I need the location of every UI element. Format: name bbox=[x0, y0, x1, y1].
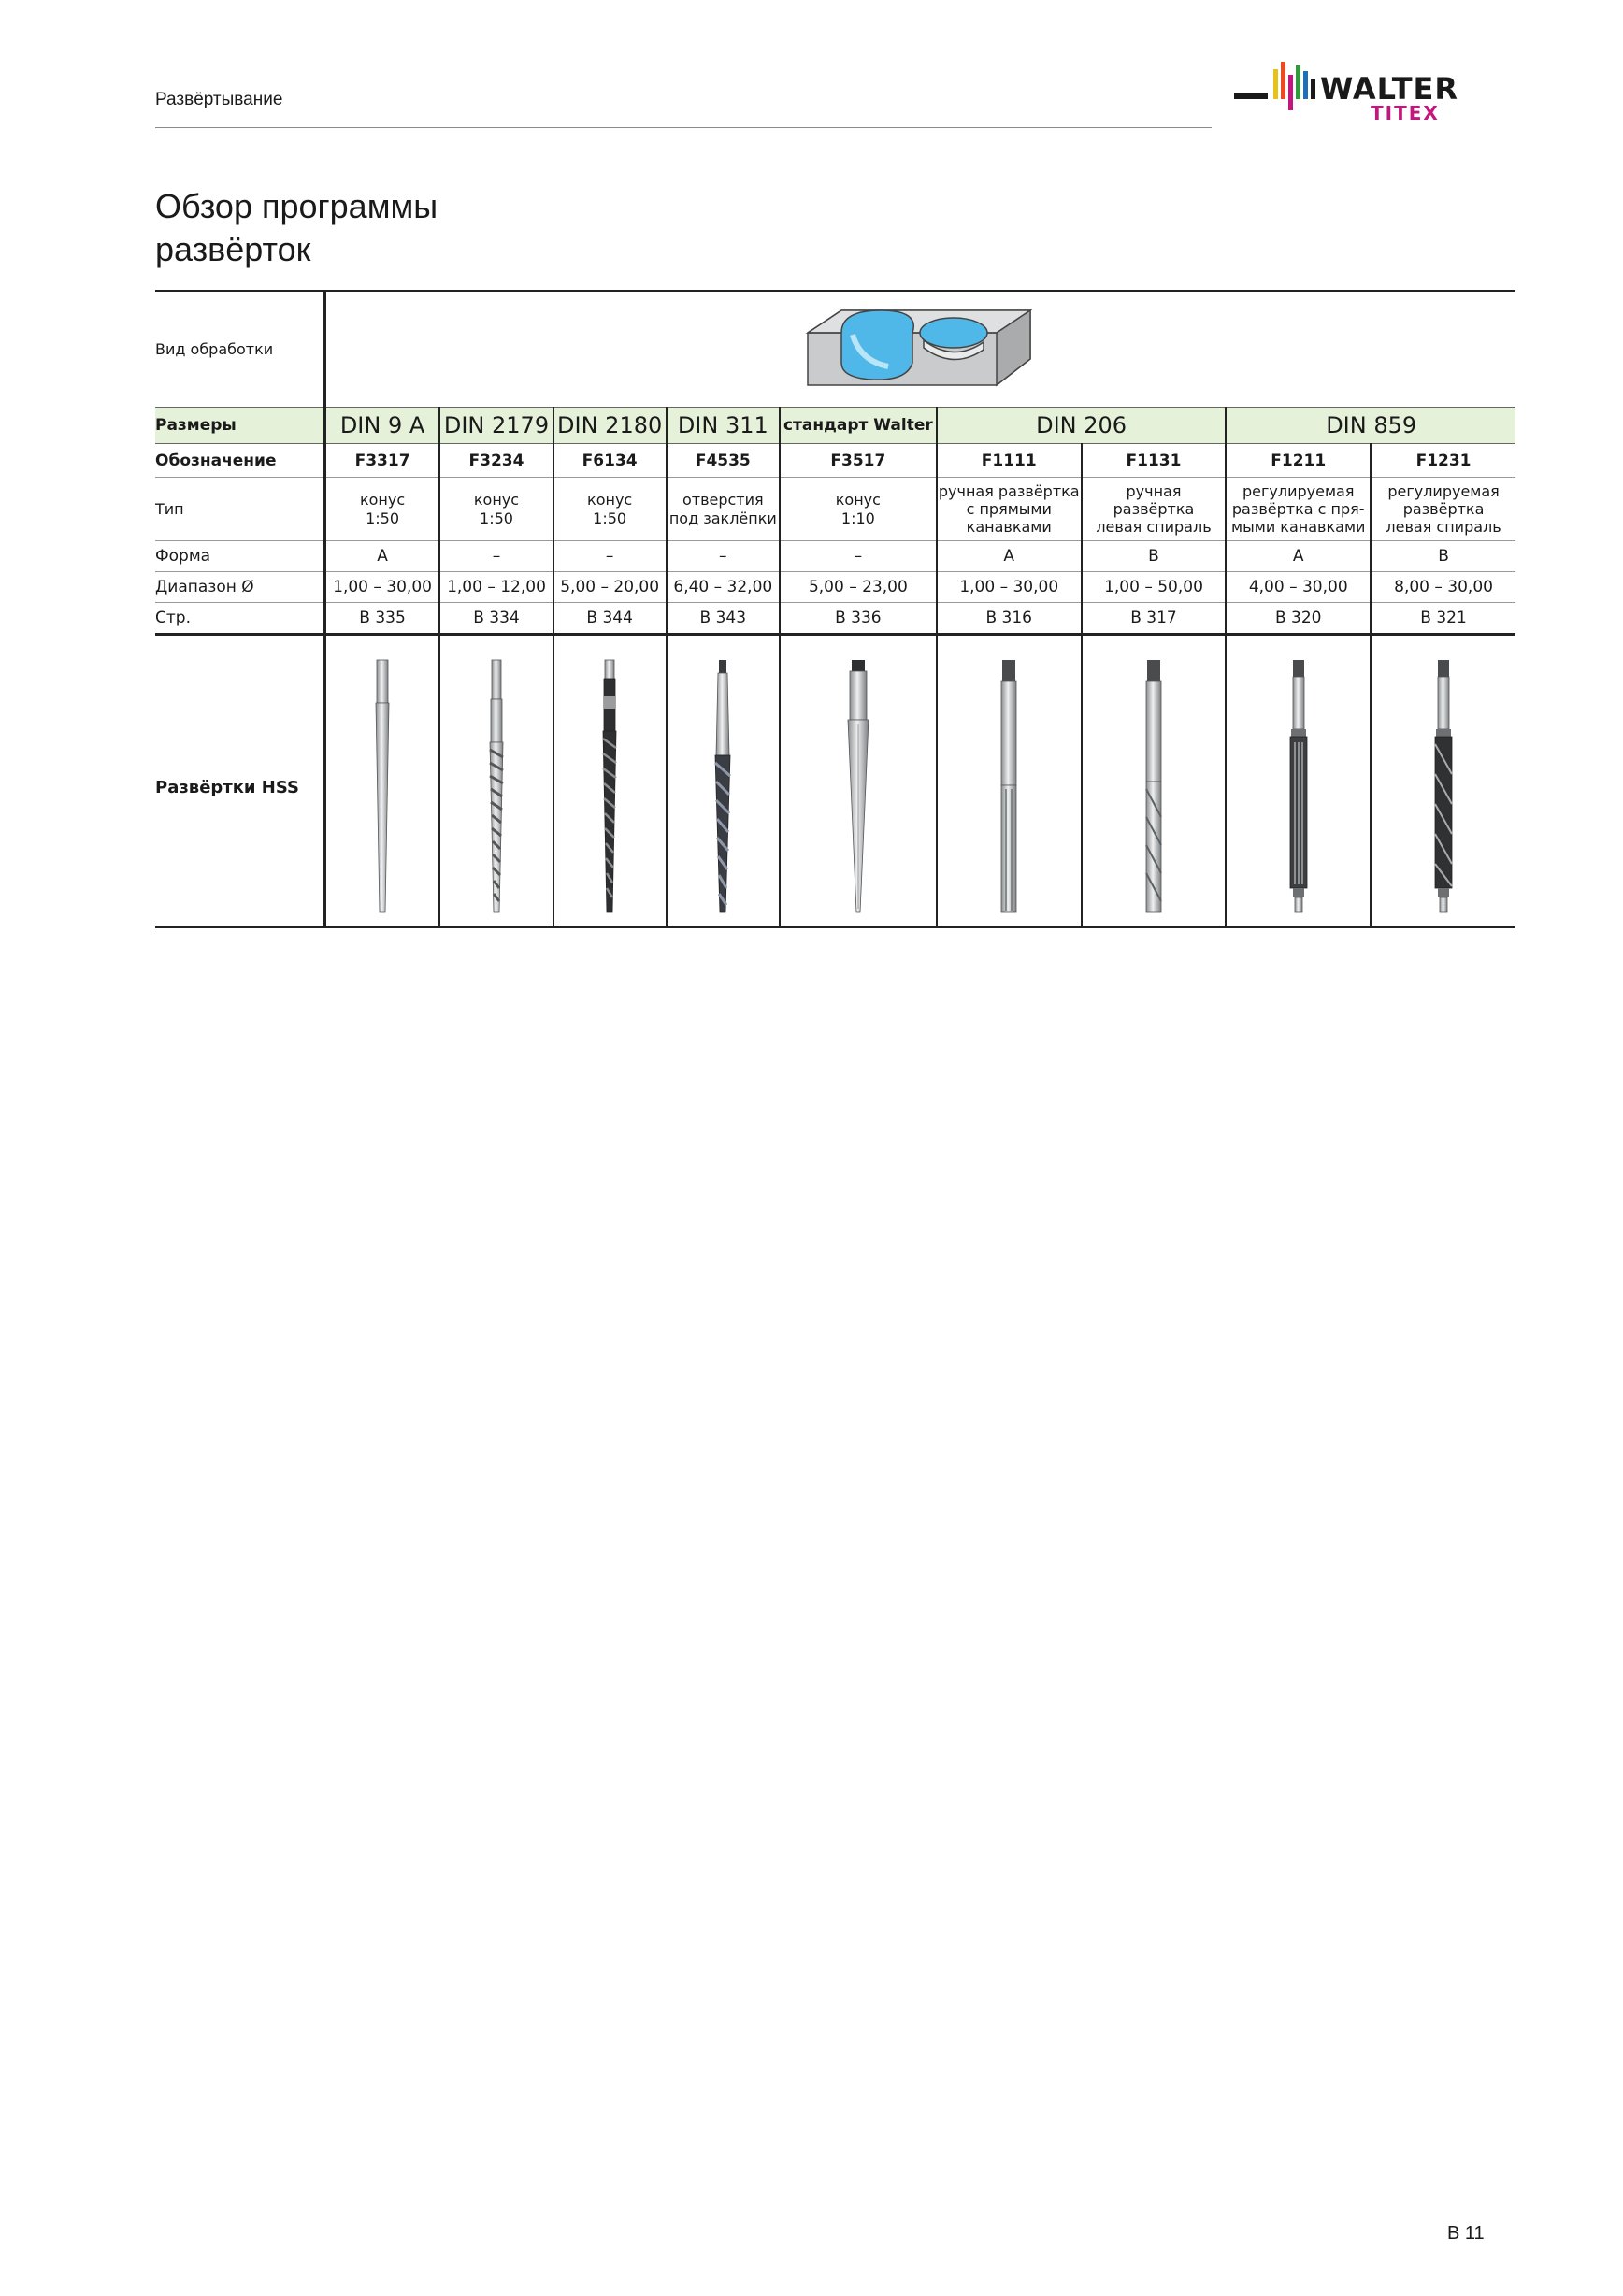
rivet-hole-reamer-icon bbox=[704, 658, 741, 915]
page-ref-link[interactable]: B 317 bbox=[1082, 603, 1227, 635]
header-rule bbox=[155, 127, 1212, 128]
type-cell: отверстия под заклёпки bbox=[667, 478, 780, 541]
page-ref-link[interactable]: B 334 bbox=[439, 603, 553, 635]
form-cell: B bbox=[1082, 541, 1227, 572]
row-machining bbox=[155, 291, 1515, 408]
standard-walter: стандарт Walter bbox=[780, 408, 937, 444]
designation-cell: F3317 bbox=[324, 444, 439, 478]
section-title: Развёртывание bbox=[155, 90, 283, 109]
row-label-designation: Обозначение bbox=[155, 444, 324, 478]
page-ref-link[interactable]: B 335 bbox=[324, 603, 439, 635]
tool-image-cell bbox=[1226, 635, 1371, 928]
form-cell: – bbox=[667, 541, 780, 572]
type-cell: конус 1:50 bbox=[324, 478, 439, 541]
page-number: B 11 bbox=[1447, 2223, 1485, 2244]
designation-cell: F1111 bbox=[937, 444, 1082, 478]
designation-cell: F1211 bbox=[1226, 444, 1371, 478]
row-type bbox=[155, 478, 1515, 541]
row-designation bbox=[155, 444, 1515, 478]
svg-text:TITEX: TITEX bbox=[1371, 102, 1440, 124]
page-ref-link[interactable]: B 343 bbox=[667, 603, 780, 635]
tool-image-cell bbox=[1082, 635, 1227, 928]
reamer-overview-table bbox=[155, 291, 1515, 928]
row-label-machining: Вид обработки bbox=[155, 291, 324, 408]
standard-din-206: DIN 206 bbox=[937, 408, 1227, 444]
row-label-standards: Размеры bbox=[155, 408, 324, 444]
designation-cell: F1231 bbox=[1371, 444, 1515, 478]
designation-cell: F3234 bbox=[439, 444, 553, 478]
range-cell: 4,00 – 30,00 bbox=[1226, 572, 1371, 603]
form-cell: – bbox=[553, 541, 667, 572]
type-cell: конус 1:10 bbox=[780, 478, 937, 541]
row-label-type: Тип bbox=[155, 478, 324, 541]
designation-cell: F6134 bbox=[553, 444, 667, 478]
page-ref-link[interactable]: B 316 bbox=[937, 603, 1082, 635]
standard-din-311: DIN 311 bbox=[667, 408, 780, 444]
type-cell: конус 1:50 bbox=[439, 478, 553, 541]
tool-image-cell bbox=[1371, 635, 1515, 928]
range-cell: 1,00 – 12,00 bbox=[439, 572, 553, 603]
adjustable-straight-reamer-icon bbox=[1280, 658, 1317, 915]
straight-flute-hand-reamer-icon bbox=[990, 658, 1027, 915]
row-label-tools: Развёртки HSS bbox=[155, 635, 324, 928]
designation-cell: F3517 bbox=[780, 444, 937, 478]
range-cell: 8,00 – 30,00 bbox=[1371, 572, 1515, 603]
form-cell: A bbox=[937, 541, 1082, 572]
adjustable-spiral-reamer-icon bbox=[1425, 658, 1462, 915]
row-label-page: Стр. bbox=[155, 603, 324, 635]
standard-din-2179: DIN 2179 bbox=[439, 408, 553, 444]
type-cell: ручная развёртка левая спираль bbox=[1082, 478, 1227, 541]
tool-image-cell bbox=[780, 635, 937, 928]
taper-reamer-icon bbox=[364, 658, 401, 915]
page-title bbox=[155, 185, 438, 271]
range-cell: 1,00 – 50,00 bbox=[1082, 572, 1227, 603]
row-standards bbox=[155, 408, 1515, 444]
designation-cell: F4535 bbox=[667, 444, 780, 478]
workpiece-holes-icon bbox=[804, 305, 1038, 394]
type-cell: ручная развёртка с прямыми канавками bbox=[937, 478, 1082, 541]
row-label-range: Диапазон Ø bbox=[155, 572, 324, 603]
standard-din-2180: DIN 2180 bbox=[553, 408, 667, 444]
page-title-line-2: развёрток bbox=[155, 230, 311, 268]
standard-din-859: DIN 859 bbox=[1226, 408, 1515, 444]
walter-titex-logo bbox=[1234, 58, 1515, 133]
tool-image-cell bbox=[439, 635, 553, 928]
type-cell: регулируемая развёртка с пря- мыми канавками bbox=[1226, 478, 1371, 541]
spiral-taper-reamer-icon bbox=[478, 658, 515, 915]
range-cell: 6,40 – 32,00 bbox=[667, 572, 780, 603]
tool-image-cell bbox=[324, 635, 439, 928]
range-cell: 5,00 – 20,00 bbox=[553, 572, 667, 603]
left-spiral-hand-reamer-icon bbox=[1135, 658, 1172, 915]
form-cell: A bbox=[324, 541, 439, 572]
row-tool-images bbox=[155, 635, 1515, 928]
walter-taper-reamer-icon bbox=[835, 658, 882, 915]
form-cell: B bbox=[1371, 541, 1515, 572]
page-ref-link[interactable]: B 336 bbox=[780, 603, 937, 635]
row-range bbox=[155, 572, 1515, 603]
machining-illustration-cell bbox=[324, 291, 1515, 408]
range-cell: 1,00 – 30,00 bbox=[324, 572, 439, 603]
tool-image-cell bbox=[937, 635, 1082, 928]
type-cell: конус 1:50 bbox=[553, 478, 667, 541]
form-cell: – bbox=[439, 541, 553, 572]
row-page bbox=[155, 603, 1515, 635]
form-cell: A bbox=[1226, 541, 1371, 572]
page-ref-link[interactable]: B 321 bbox=[1371, 603, 1515, 635]
range-cell: 5,00 – 23,00 bbox=[780, 572, 937, 603]
row-label-form: Форма bbox=[155, 541, 324, 572]
page-ref-link[interactable]: B 344 bbox=[553, 603, 667, 635]
row-form bbox=[155, 541, 1515, 572]
type-cell: регулируемая развёртка левая спираль bbox=[1371, 478, 1515, 541]
form-cell: – bbox=[780, 541, 937, 572]
svg-text:WALTER: WALTER bbox=[1320, 71, 1459, 107]
black-spiral-taper-reamer-icon bbox=[591, 658, 628, 915]
range-cell: 1,00 – 30,00 bbox=[937, 572, 1082, 603]
tool-image-cell bbox=[667, 635, 780, 928]
tool-image-cell bbox=[553, 635, 667, 928]
standard-din-9a: DIN 9 A bbox=[324, 408, 439, 444]
page-title-line-1: Обзор программы bbox=[155, 187, 438, 225]
page-ref-link[interactable]: B 320 bbox=[1226, 603, 1371, 635]
designation-cell: F1131 bbox=[1082, 444, 1227, 478]
